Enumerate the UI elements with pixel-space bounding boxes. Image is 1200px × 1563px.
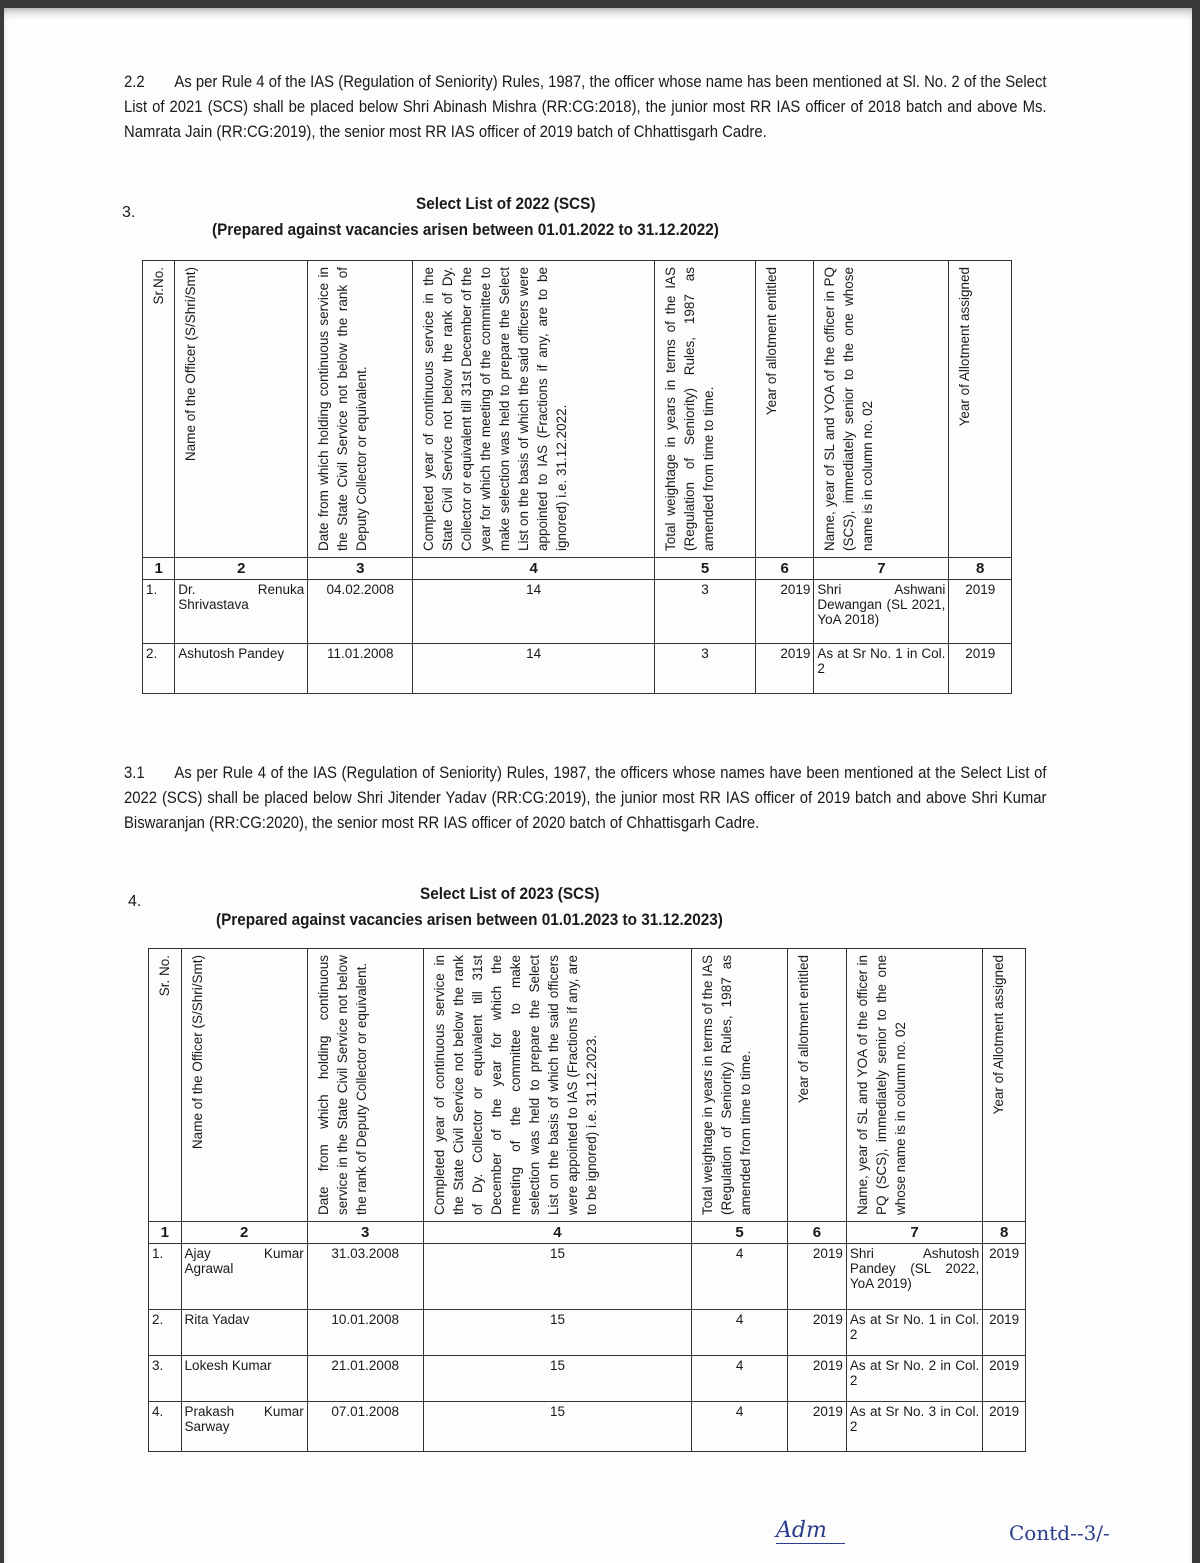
header-cell: Year of allotment entitled [755,261,813,558]
column-number: 3 [308,558,413,580]
table-row: 1. Dr. Renuka Shrivastava 04.02.2008 14 3 2019 Shri Ashwani Dewangan (SL 2021, YoA 2018) 2019 [143,580,1012,644]
column-number: 2 [175,558,308,580]
section-number: 4. [128,893,142,910]
column-number: 6 [755,558,813,580]
header-cell: Completed year of continuous service in the State Civil Service not below the rank of Dy. Collector or equivalent till 31st December of the year for which the meeting of the committee to make selection was held to prepare the Select List on the basis of which the said officers were appointed to IAS (Fractions if any, are to be ignored) i.e. 31.12.2023. [423,949,692,1222]
column-number: 1 [149,1222,182,1244]
section-number: 3. [122,204,136,221]
header-cell: Year of Allotment assigned [949,261,1012,558]
header-cell: Sr.No. [143,261,175,558]
column-number-row [149,1222,1026,1244]
paragraph-number: 3.1 [124,764,145,782]
header-cell: Sr. No. [149,949,182,1222]
paragraph-text: As per Rule 4 of the IAS (Regulation of Seniority) Rules, 1987, the officer whose name has been mentioned at Sl. No. 2 of the Select List of 2021 (SCS) shall be placed below Shri Abinash Mishra (RR:CG:2018), the junior most RR IAS officer of 2018 batch and above Ms. Namrata Jain (RR:CG:2019), the senior most RR IAS officer of 2019 batch of Chhattisgarh Cadre. [124,73,1047,141]
column-number: 4 [423,1222,692,1244]
table-row: 2. Rita Yadav 10.01.2008 15 4 2019 As at Sr No. 1 in Col. 2 2019 [149,1310,1026,1356]
table-row: 1. Ajay Kumar Agrawal 31.03.2008 15 4 2019 Shri Ashutosh Pandey (SL 2022, YoA 2019) 2019 [149,1244,1026,1310]
column-number: 5 [655,558,756,580]
officer-name: Dr. Renuka Shrivastava [175,580,308,644]
column-number: 1 [143,558,175,580]
continued-note: Contd--3/- [1009,1521,1110,1545]
paragraph-2-2 [124,70,1047,145]
officer-name: Ajay Kumar Agrawal [181,1244,307,1310]
section-subtitle: (Prepared against vacancies arisen between 01.01.2022 to 31.12.2022) [212,220,719,239]
header-cell: Total weightage in years in terms of the IAS (Regulation of Seniority) Rules, 1987 as amended from time to time. [692,949,788,1222]
table-row: 2. Ashutosh Pandey 11.01.2008 14 3 2019 As at Sr No. 1 in Col. 2 2019 [143,644,1012,694]
section-subtitle: (Prepared against vacancies arisen between 01.01.2023 to 31.12.2023) [216,910,723,929]
select-list-2022-table [142,260,1012,694]
column-number-row [143,558,1012,580]
header-cell: Completed year of continuous service in the State Civil Service not below the rank of Dy. Collector or equivalent till 31st December of the year for which the meeting of the committee to make selection was held to prepare the Select List on the basis of which the said officers were appointed to IAS (Fractions if any, are to be ignored) i.e. 31.12.2022. [413,261,655,558]
section-title: Select List of 2023 (SCS) [420,884,600,903]
column-number: 2 [181,1222,307,1244]
column-number: 3 [307,1222,423,1244]
header-cell: Total weightage in years in terms of the IAS (Regulation of Seniority) Rules, 1987 as amended from time to time. [655,261,756,558]
column-number: 6 [787,1222,846,1244]
officer-name: Lokesh Kumar [181,1356,307,1402]
header-cell: Name, year of SL and YOA of the officer in PQ (SCS), immediately senior to the one whose name is in column no. 02 [814,261,949,558]
column-number: 4 [413,558,655,580]
officer-name: Rita Yadav [181,1310,307,1356]
header-cell: Year of Allotment assigned [983,949,1026,1222]
header-row [149,949,1026,1222]
section-title: Select List of 2022 (SCS) [416,194,596,213]
officer-name: Ashutosh Pandey [175,644,308,694]
table-row: 3. Lokesh Kumar 21.01.2008 15 4 2019 As at Sr No. 2 in Col. 2 2019 [149,1356,1026,1402]
paragraph-text: As per Rule 4 of the IAS (Regulation of Seniority) Rules, 1987, the officers whose names have been mentioned at the Select List of 2022 (SCS) shall be placed below Shri Jitender Yadav (RR:CG:2019), the junior most RR IAS officer of 2019 batch and above Shri Kumar Biswaranjan (RR:CG:2020), the senior most RR IAS officer of 2020 batch of Chhattisgarh Cadre. [124,764,1047,832]
header-cell: Name of the Officer (S/Shri/Smt) [175,261,308,558]
header-row [143,261,1012,558]
column-number: 5 [692,1222,788,1244]
column-number: 7 [814,558,949,580]
header-cell: Year of allotment entitled [787,949,846,1222]
paragraph-number: 2.2 [124,73,145,91]
header-cell: Date from which holding continuous service in the State Civil Service not below the rank of Deputy Collector or equivalent. [308,261,413,558]
table-row: 4. Prakash Kumar Sarway 07.01.2008 15 4 2019 As at Sr No. 3 in Col. 2 2019 [149,1402,1026,1452]
document-page [4,8,1192,1563]
select-list-2023-table [148,948,1026,1452]
signature: Adm [776,1518,845,1544]
officer-name: Prakash Kumar Sarway [181,1402,307,1452]
column-number: 8 [983,1222,1026,1244]
header-cell: Name of the Officer (S/Shri/Smt) [181,949,307,1222]
column-number: 7 [846,1222,982,1244]
header-cell: Name, year of SL and YOA of the officer in PQ (SCS), immediately senior to the one whose name is in column no. 02 [846,949,982,1222]
header-cell: Date from which holding continuous service in the State Civil Service not below the rank of Deputy Collector or equivalent. [307,949,423,1222]
column-number: 8 [949,558,1012,580]
paragraph-3-1 [124,761,1047,836]
